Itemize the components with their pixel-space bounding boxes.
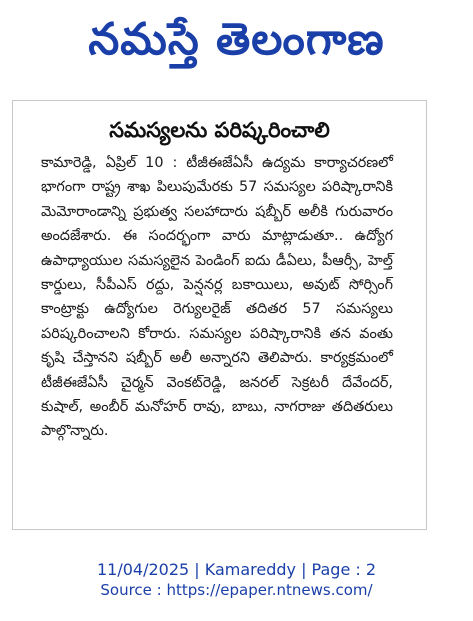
article-clipping: [12, 100, 427, 530]
edition-dateline: 11/04/2025 | Kamareddy | Page : 2: [96, 560, 377, 579]
newspaper-masthead: నమస్తే తెలంగాణ: [88, 14, 385, 65]
article-headline: సమస్యలను పరిష్కరించాలి: [109, 118, 330, 142]
article-body: కామారెడ్డి, ఏప్రిల్ 10 : టీజీఈజేఏసీ ఉద్యమ కార్యాచరణలో భాగంగా రాష్ట్ర శాఖ పిలుపుమేరకు 57 సమస్యల పరిష్కారానికి మెమోరాండాన్ని ప్రభుత్వ సలహాదారు షబ్బీర్ అలీకి గురువారం అందజేశారు. ఈ సందర్భంగా వారు మాట్లాడుతూ.. ఉద్యోగ ఉపాధ్యాయుల సమస్యలైన పెండింగ్ ఐదు డీఏలు, పీఆర్సీ, హెల్త్ కార్డులు, సీపీఎస్ రద్దు, పెన్షనర్ల బకాయిలు, అవుట్ సోర్సింగ్ కాంట్రాక్టు ఉద్యోగుల రెగ్యులరైజ్ తదితర 57 సమస్యలు పరిష్కరించాలని కోరారు. సమస్యల పరిష్కారానికి తన వంతు కృషి చేస్తానని షబ్బీర్ అలీ అన్నారని తెలిపారు. కార్యక్రమంలో టీజీఈజేఏసీ చైర్మన్ వెంకట్‌రెడ్డి, జనరల్ సెక్రటరీ దేవేందర్, కుషాల్, అంబీర్ మనోహర్ రావు, బాబు, నాగరాజు తదితరులు పాల్గొన్నారు.: [41, 155, 393, 440]
source-line: Source : https://epaper.ntnews.com/: [100, 581, 373, 599]
